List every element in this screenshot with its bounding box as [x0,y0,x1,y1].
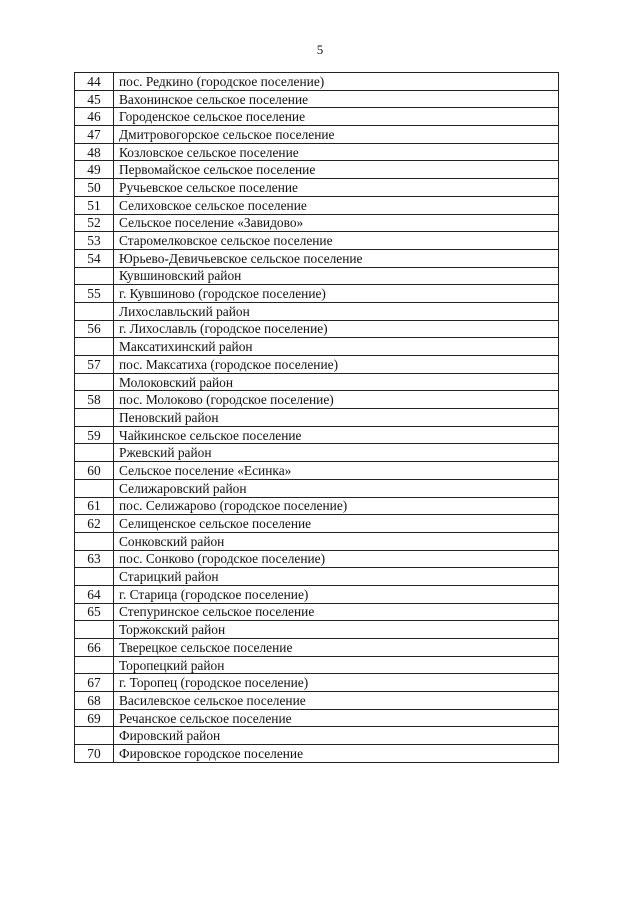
settlement-name-cell: Тверецкое сельское поселение [114,639,559,657]
district-header-row [75,444,559,462]
row-number-cell: 67 [75,674,114,692]
settlement-name-cell: пос. Молоково (городское поселение) [114,391,559,409]
table-row [75,515,559,533]
row-number-cell [75,409,114,427]
table-row [75,639,559,657]
row-number-cell: 44 [75,73,114,91]
settlement-name-cell: Первомайское сельское поселение [114,161,559,179]
district-name-cell: Ржевский район [114,444,559,462]
table-row [75,90,559,108]
settlement-name-cell: Юрьево-Девичьевское сельское поселение [114,249,559,267]
district-header-row [75,656,559,674]
district-header-row [75,267,559,285]
table-row [75,550,559,568]
row-number-cell: 64 [75,585,114,603]
table-row [75,126,559,144]
row-number-cell [75,444,114,462]
row-number-cell: 65 [75,603,114,621]
settlement-name-cell: г. Торопец (городское поселение) [114,674,559,692]
district-name-cell: Кувшиновский район [114,267,559,285]
row-number-cell: 53 [75,232,114,250]
settlement-name-cell: г. Кувшиново (городское поселение) [114,285,559,303]
row-number-cell: 62 [75,515,114,533]
page-number: 5 [316,42,324,57]
table-row [75,249,559,267]
row-number-cell [75,727,114,745]
table-row [75,196,559,214]
settlements-table [74,72,559,763]
settlement-name-cell: Старомелковское сельское поселение [114,232,559,250]
row-number-cell: 69 [75,709,114,727]
table-row [75,73,559,91]
settlement-name-cell: Сельское поселение «Есинка» [114,462,559,480]
table-row [75,426,559,444]
row-number-cell [75,338,114,356]
table-row [75,709,559,727]
district-name-cell: Селижаровский район [114,479,559,497]
row-number-cell: 52 [75,214,114,232]
row-number-cell: 58 [75,391,114,409]
table-row [75,143,559,161]
row-number-cell [75,656,114,674]
row-number-cell [75,568,114,586]
district-name-cell: Максатихинский район [114,338,559,356]
table-row [75,585,559,603]
row-number-cell: 56 [75,320,114,338]
settlement-name-cell: Селиховское сельское поселение [114,196,559,214]
settlements-table-body [75,73,559,763]
row-number-cell: 47 [75,126,114,144]
table-row [75,179,559,197]
row-number-cell: 50 [75,179,114,197]
district-name-cell: Сонковский район [114,532,559,550]
row-number-cell: 57 [75,356,114,374]
district-name-cell: Фировский район [114,727,559,745]
district-name-cell: Старицкий район [114,568,559,586]
settlement-name-cell: Речанское сельское поселение [114,709,559,727]
table-row [75,745,559,763]
district-name-cell: Пеновский район [114,409,559,427]
district-header-row [75,479,559,497]
table-row [75,692,559,710]
row-number-cell: 51 [75,196,114,214]
district-header-row [75,532,559,550]
row-number-cell: 54 [75,249,114,267]
table-row [75,603,559,621]
settlement-name-cell: Фировское городское поселение [114,745,559,763]
settlement-name-cell: Степуринское сельское поселение [114,603,559,621]
settlement-name-cell: пос. Редкино (городское поселение) [114,73,559,91]
row-number-cell [75,621,114,639]
row-number-cell [75,479,114,497]
settlement-name-cell: Дмитровогорское сельское поселение [114,126,559,144]
table-row [75,285,559,303]
row-number-cell: 59 [75,426,114,444]
table-row [75,462,559,480]
settlement-name-cell: г. Старица (городское поселение) [114,585,559,603]
row-number-cell: 61 [75,497,114,515]
district-header-row [75,338,559,356]
settlement-name-cell: Вахонинское сельское поселение [114,90,559,108]
row-number-cell [75,532,114,550]
settlement-name-cell: пос. Максатиха (городское поселение) [114,356,559,374]
table-row [75,674,559,692]
row-number-cell [75,267,114,285]
row-number-cell: 70 [75,745,114,763]
settlement-name-cell: Городенское сельское поселение [114,108,559,126]
district-header-row [75,302,559,320]
settlement-name-cell: Селищенское сельское поселение [114,515,559,533]
settlement-name-cell: пос. Сонково (городское поселение) [114,550,559,568]
row-number-cell [75,373,114,391]
row-number-cell: 68 [75,692,114,710]
district-name-cell: Торопецкий район [114,656,559,674]
district-header-row [75,409,559,427]
table-row [75,108,559,126]
row-number-cell: 49 [75,161,114,179]
district-name-cell: Лихославльский район [114,302,559,320]
settlement-name-cell: пос. Селижарово (городское поселение) [114,497,559,515]
row-number-cell: 66 [75,639,114,657]
settlement-name-cell: Сельское поселение «Завидово» [114,214,559,232]
table-row [75,391,559,409]
district-header-row [75,568,559,586]
row-number-cell: 45 [75,90,114,108]
district-header-row [75,727,559,745]
settlement-name-cell: Чайкинское сельское поселение [114,426,559,444]
row-number-cell: 46 [75,108,114,126]
district-header-row [75,621,559,639]
settlement-name-cell: г. Лихославль (городское поселение) [114,320,559,338]
row-number-cell: 55 [75,285,114,303]
district-header-row [75,373,559,391]
table-row [75,320,559,338]
district-name-cell: Молоковский район [114,373,559,391]
table-row [75,214,559,232]
settlement-name-cell: Ручьевское сельское поселение [114,179,559,197]
row-number-cell: 48 [75,143,114,161]
row-number-cell: 63 [75,550,114,568]
settlement-name-cell: Василевское сельское поселение [114,692,559,710]
table-row [75,161,559,179]
settlement-name-cell: Козловское сельское поселение [114,143,559,161]
row-number-cell: 60 [75,462,114,480]
table-row [75,232,559,250]
district-name-cell: Торжокский район [114,621,559,639]
row-number-cell [75,302,114,320]
table-row [75,497,559,515]
table-row [75,356,559,374]
